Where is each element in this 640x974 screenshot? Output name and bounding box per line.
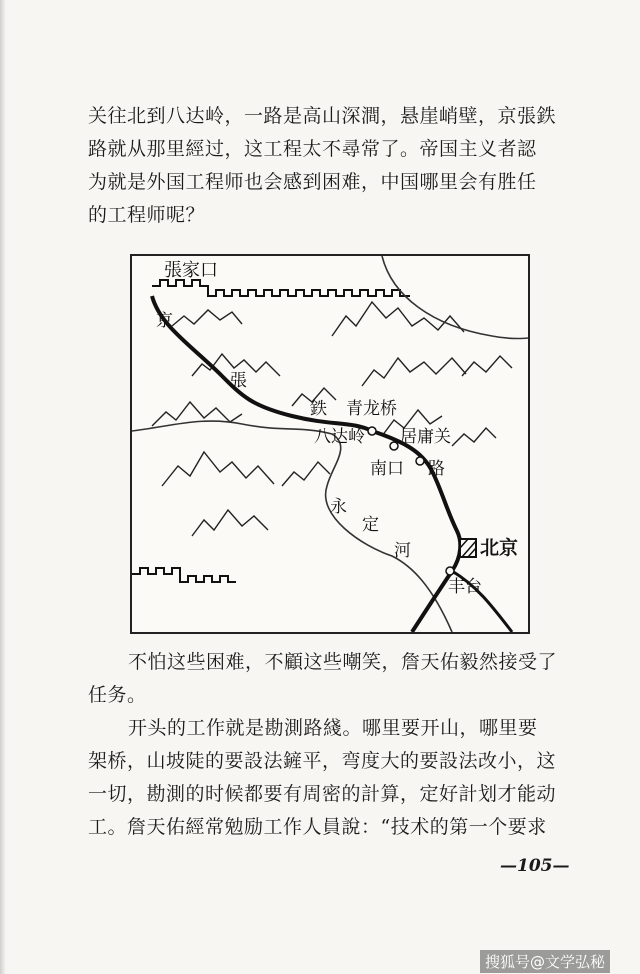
- page-edge-shadow: [0, 0, 6, 974]
- label-fengtai: 丰台: [448, 577, 482, 597]
- great-wall-left: [132, 568, 236, 582]
- label-rail-zhang: 張: [230, 371, 247, 391]
- paragraph-3: [88, 712, 557, 844]
- beijing-marker: [460, 539, 476, 557]
- text-line: 路就从那里經过，这工程太不尋常了。帝国主义者認: [88, 138, 537, 160]
- label-zhangjiakou: 張家口: [164, 260, 218, 281]
- text-line: 任务。: [88, 684, 147, 706]
- label-he: 河: [394, 541, 411, 561]
- text-line: 工。詹天佑經常勉励工作人員說：“技术的第一个要求: [88, 816, 547, 838]
- paragraph-2: [88, 646, 558, 712]
- map-drawing: [132, 256, 528, 632]
- paragraph-1: [88, 100, 557, 232]
- label-ding: 定: [362, 515, 379, 535]
- label-rail-tie: 鉄: [310, 399, 327, 419]
- text-line: 不怕这些困难，不顧这些嘲笑，詹天佑毅然接受了: [128, 651, 558, 673]
- label-beijing: 北京: [480, 537, 519, 559]
- label-yong: 永: [330, 497, 347, 517]
- text-line: 一切，勘測的时候都要有周密的計算，定好計划才能动: [88, 783, 557, 805]
- great-wall-top: [152, 280, 410, 296]
- label-qinglongqiao: 青龙桥: [346, 399, 397, 419]
- label-rail-jing: 京: [156, 311, 173, 331]
- label-rail-lu: 路: [428, 459, 445, 479]
- text-line: 架桥，山坡陡的要設法鏟平，弯度大的要設法改小，这: [88, 750, 557, 772]
- text-line: 为就是外国工程师也会感到困难，中国哪里会有胜任: [88, 171, 537, 193]
- text-line: 的工程师呢？: [88, 204, 206, 226]
- label-juyongguan: 居庸关: [400, 427, 451, 447]
- railway-map: [130, 254, 530, 634]
- label-nankou: 南口: [370, 459, 404, 479]
- text-line: 开头的工作就是勘測路綫。哪里要开山，哪里要: [128, 717, 538, 739]
- text-line: 关往北到八达岭，一路是高山深澗，悬崖峭壁，京張鉄: [88, 105, 557, 127]
- label-badaling: 八达岭: [314, 427, 365, 447]
- watermark: 搜狐号@文学弘秘: [480, 950, 610, 973]
- page-number: —105—: [500, 856, 570, 876]
